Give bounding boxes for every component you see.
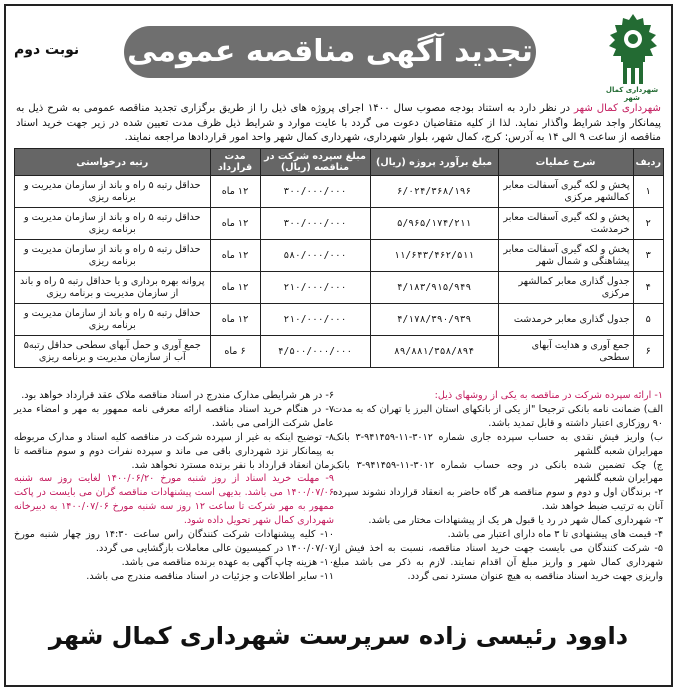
condition-item: ۵- شرکت کنندگان می بایست جهت خرید اسناد مناقصه، نسبت به اخذ فیش از شهرداری کمال شهر و واریز مبلغ آن اقدام نمایند. لازم به ذکر می باشد مبلغ واریزی جهت خرید اسناد مناقصه به هیچ عنوان مسترد نمی گردد.	[333, 542, 663, 582]
tender-notice	[4, 4, 673, 687]
condition-item: ۲- برندگان اول و دوم و سوم مناقصه هر گاه حاضر به انعقاد قرارداد نشوند سپرده آنان به ترتیب ضبط خواهد شد.	[333, 487, 663, 513]
table-cell-desc: جدول گذاری معابر خرمدشت	[498, 304, 633, 336]
table-cell-no: ۲	[633, 208, 663, 240]
table-cell-desc: جدول گذاری معابر کمالشهر مرکزی	[498, 272, 633, 304]
table-cell-desc: جمع آوری و هدایت آبهای سطحی	[498, 336, 633, 368]
table-cell-desc: پخش و لکه گیری آسفالت معابر پیشاهنگی و شمال شهر	[498, 240, 633, 272]
table-cell-duration: ۱۲ ماه	[210, 208, 260, 240]
table-header-cell: مبلغ سپرده شرکت در مناقصه (ریال)	[260, 149, 370, 176]
condition-item: الف) ضمانت نامه بانکی ترجیحا "از یکی از بانکهای استان البرز یا تهران که به مدت ۹۰ روزکاری اعتبار داشته و قابل تمدید باشد.	[333, 403, 663, 429]
table-row	[15, 240, 664, 272]
condition-item: ۶- در هر شرایطی مدارک مندرج در اسناد مناقصه ملاک عقد قرارداد خواهد بود.	[21, 390, 334, 401]
condition-item: ۱۰- کلیه پیشنهادات شرکت کنندگان راس ساعت ۱۴:۳۰ روز چهار شنبه مورخ ۱۴۰۰/۰۷/۰۷ در کمیسیون عالی معاملات بازگشایی می گردد.	[14, 529, 334, 554]
table-cell-no: ۱	[633, 176, 663, 208]
table-header-cell: مبلغ برآورد پروژه (ریال)	[370, 149, 498, 176]
table-body	[15, 176, 664, 368]
table-cell-deposit: ۲۱۰/۰۰۰/۰۰۰	[260, 304, 370, 336]
condition-item: ب) واریز فیش نقدی به حساب سپرده جاری شماره ۳۰۱۲-۱۱-۹۴۱۴۵۹-۳ بانک مهرایران شعبه گلشهر	[333, 431, 663, 457]
table-header-row	[15, 149, 664, 176]
table-header-cell: مدت قرارداد	[210, 149, 260, 176]
table-cell-duration: ۱۲ ماه	[210, 240, 260, 272]
table-cell-desc: پخش و لکه گیری آسفالت معابر کمالشهر مرکزی	[498, 176, 633, 208]
table-cell-estimate: ۱۱/۶۴۳/۴۶۲/۵۱۱	[370, 240, 498, 272]
table-cell-rank: حداقل رتبه ۵ راه و باند از سازمان مدیریت و برنامه ریزی	[15, 176, 211, 208]
intro-paragraph	[16, 102, 661, 146]
conditions-left-column	[14, 389, 334, 584]
logo-caption: شهرداری کمال شهر	[605, 86, 659, 102]
condition-item: ۸- توضیح اینکه به غیر از سپرده شرکت در مناقصه کلیه اسناد و مدارک مربوطه به پیمانکار نزد شهرداری باقی می ماند و سپرده نفرات دوم و سوم مناقصه تا زمان انعقاد قرارداد با نفر برنده مسترد نخواهد شد.	[14, 431, 334, 471]
table-row	[15, 336, 664, 368]
intro-text: در نظر دارد به استناد بودجه مصوب سال ۱۴۰۰ اجرای پروژه های ذیل را از طریق برگزاری تجدید مناقصه عمومی به شرح ذیل به پیمانکار واجد شرایط واگذار نماید. لذا از کلیه متقاضیان دعوت می گردد با عایت موارد و شرایط ذیل ظرف مدت تعیین شده در زیر جهت خرید اسناد مناقصه از ساعت ۹ الی ۱۴ به آدرس: کرج، کمال شهر، بلوار شهرداری، شهرداری کمال شهر واحد امور قراردادها مراجعه نمایند.	[16, 103, 661, 143]
table-row	[15, 304, 664, 336]
table-cell-rank: پروانه بهره برداری و یا حداقل رتبه ۵ راه و باند از سازمان مدیریت و برنامه ریزی	[15, 272, 211, 304]
table-cell-rank: حداقل رتبه ۵ راه و باند از سازمان مدیریت و برنامه ریزی	[15, 208, 211, 240]
table-cell-deposit: ۴/۵۰۰/۰۰۰/۰۰۰	[260, 336, 370, 368]
signature: داوود رئیسی زاده سرپرست شهرداری کمال شهر	[48, 622, 629, 650]
table-header-cell: شرح عملیات	[498, 149, 633, 176]
table-cell-rank: حداقل رتبه ۵ راه و باند از سازمان مدیریت و برنامه ریزی	[15, 304, 211, 336]
condition-item: ۹- مهلت خرید اسناد از روز شنبه مورخ ۱۴۰۰/۰۶/۲۰ لغایت روز سه شنبه ۱۴۰۰/۰۷/۰۶ می باشد. بدیهی است پیشنهادات مناقصه گران می بایست در پاکت ممهور به مهر شرکت تا ساعت ۱۲ روز سه شنبه مورخ ۱۴۰۰/۰۷/۰۶ به دبیرخانه شهرداری کمال شهر تحویل داده شود.	[14, 473, 334, 527]
table-cell-rank: حداقل رتبه ۵ راه و باند از سازمان مدیریت و برنامه ریزی	[15, 240, 211, 272]
table-cell-rank: جمع آوری و حمل آبهای سطحی حداقل رتبه۵ آب از سازمان مدیریت و برنامه ریزی	[15, 336, 211, 368]
projects-table	[14, 148, 664, 368]
table-header-cell: رتبه درخواستی	[15, 149, 211, 176]
table-cell-estimate: ۶/۰۲۴/۳۶۸/۱۹۶	[370, 176, 498, 208]
table-cell-no: ۴	[633, 272, 663, 304]
page-title: تجدید آگهی مناقصه عمومی	[124, 26, 536, 78]
table-cell-estimate: ۸۹/۸۸۱/۳۵۸/۸۹۴	[370, 336, 498, 368]
condition-item: ۷- در هنگام خرید اسناد مناقصه ارائه معرفی نامه ممهور به مهر و امضاء مدیر عامل شرکت الزامی می باشد.	[14, 403, 334, 429]
table-row	[15, 272, 664, 304]
municipality-emblem-icon	[603, 12, 663, 94]
table-cell-duration: ۱۲ ماه	[210, 304, 260, 336]
table-cell-duration: ۱۲ ماه	[210, 272, 260, 304]
table-cell-desc: پخش و لکه گیری آسفالت معابر خرمدشت	[498, 208, 633, 240]
condition-item: ۱۰- هزینه چاپ آگهی به عهده برنده مناقصه می باشد.	[121, 556, 334, 568]
table-cell-estimate: ۴/۱۷۸/۳۹۰/۹۳۹	[370, 304, 498, 336]
condition-item: ۳- شهرداری کمال شهر در رد یا قبول هر یک از پیشنهادات مختار می باشد.	[368, 515, 663, 527]
table-cell-duration: ۱۲ ماه	[210, 176, 260, 208]
round-label: نوبت دوم	[14, 42, 80, 58]
table-row	[15, 208, 664, 240]
org-name: شهرداری کمال شهر	[573, 103, 661, 114]
table-cell-no: ۶	[633, 336, 663, 368]
table-cell-no: ۵	[633, 304, 663, 336]
table-cell-deposit: ۲۱۰/۰۰۰/۰۰۰	[260, 272, 370, 304]
table-cell-estimate: ۵/۹۶۵/۱۷۴/۲۱۱	[370, 208, 498, 240]
conditions	[14, 389, 663, 619]
condition-item: ۴- قیمت های پیشنهادی تا ۳ ماه دارای اعتبار می باشد.	[447, 529, 663, 541]
header	[6, 6, 671, 100]
table-cell-estimate: ۴/۱۸۳/۹۱۵/۹۴۹	[370, 272, 498, 304]
table-row	[15, 176, 664, 208]
table-cell-deposit: ۳۰۰/۰۰۰/۰۰۰	[260, 208, 370, 240]
condition-item: ۱۱- سایر اطلاعات و جزئیات در اسناد مناقصه مندرج می باشد.	[86, 570, 334, 582]
table-header-cell: ردیف	[633, 149, 663, 176]
table-cell-deposit: ۳۰۰/۰۰۰/۰۰۰	[260, 176, 370, 208]
condition-item: ۱- ارائه سپرده شرکت در مناقصه به یکی از روشهای ذیل:	[434, 390, 663, 401]
table-cell-deposit: ۵۸۰/۰۰۰/۰۰۰	[260, 240, 370, 272]
conditions-right-column	[333, 389, 663, 584]
table-cell-no: ۳	[633, 240, 663, 272]
table-cell-duration: ۶ ماه	[210, 336, 260, 368]
condition-item: ج) چک تضمین شده بانکی در وجه حساب شماره ۳۰۱۲-۱۱-۹۴۱۴۵۹-۳ بانک مهرایران شعبه گلشهر	[333, 459, 664, 485]
